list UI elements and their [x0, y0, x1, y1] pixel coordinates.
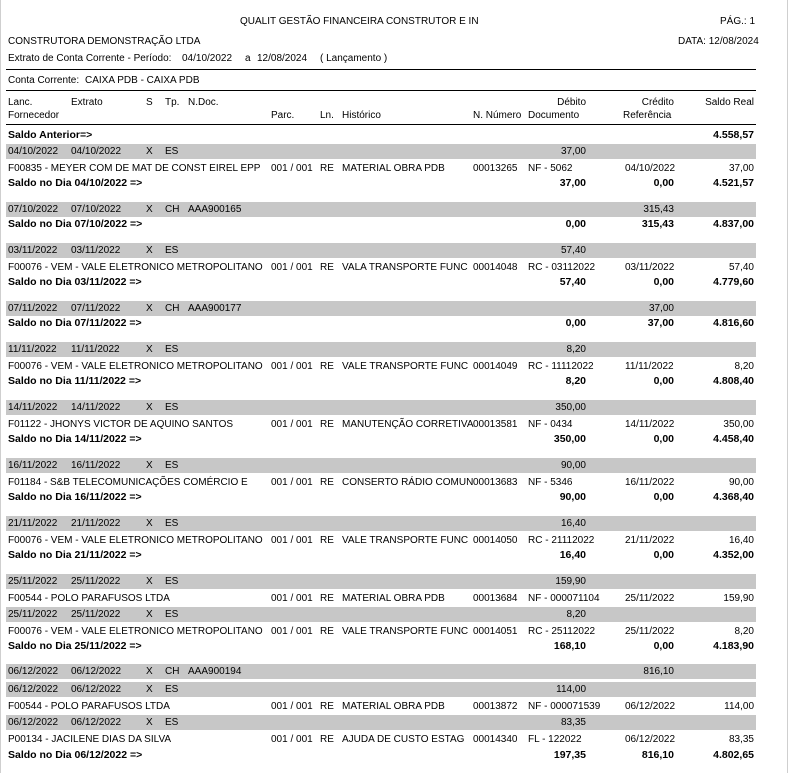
detail-historico: MATERIAL OBRA PDB — [342, 701, 445, 712]
detail-value: 90,00 — [728, 477, 754, 488]
detail-referencia: 11/11/2022 — [625, 361, 674, 372]
entry-lanc-date: 07/10/2022 — [8, 204, 59, 215]
entry-extrato-date: 25/11/2022 — [71, 576, 121, 587]
entry-credit: 37,00 — [648, 303, 674, 314]
daily-debit-total: 57,40 — [559, 276, 586, 288]
entry-credit: 816,10 — [643, 666, 674, 677]
entry-type: ES — [165, 402, 179, 413]
detail-n-numero: 00013581 — [473, 419, 518, 430]
entry-status: X — [146, 303, 153, 314]
entry-lanc-date: 04/10/2022 — [8, 146, 59, 157]
detail-historico: AJUDA DE CUSTO ESTAG — [342, 734, 465, 745]
col-n-numero: N. Número — [473, 110, 522, 121]
entry-extrato-date: 11/11/2022 — [71, 344, 120, 355]
detail-fornecedor: F01184 - S&B TELECOMUNICAÇÕES COMÉRCIO E — [8, 477, 248, 488]
entry-debit: 8,20 — [566, 344, 586, 355]
daily-balance: 4.808,40 — [713, 375, 754, 387]
detail-referencia: 06/12/2022 — [625, 734, 676, 745]
col-saldo-real: Saldo Real — [705, 97, 754, 108]
detail-fornecedor: F00076 - VEM - VALE ELETRONICO METROPOLITANO — [8, 535, 263, 546]
daily-balance: 4.779,60 — [713, 276, 754, 288]
company-header: QUALIT GESTÃO FINANCEIRA CONSTRUTOR E IN — [240, 16, 479, 27]
detail-documento: NF - 5346 — [528, 477, 573, 488]
entry-lanc-date: 03/11/2022 — [8, 245, 58, 256]
entry-debit: 159,90 — [555, 576, 586, 587]
detail-referencia: 14/11/2022 — [625, 419, 675, 430]
detail-ln: RE — [320, 163, 334, 174]
detail-fornecedor: F00544 - POLO PARAFUSOS LTDA — [8, 701, 170, 712]
company-name: CONSTRUTORA DEMONSTRAÇÃO LTDA — [8, 36, 201, 47]
entry-lanc-date: 11/11/2022 — [8, 344, 57, 355]
detail-documento: RC - 03112022 — [528, 262, 596, 273]
entry-status: X — [146, 344, 153, 355]
entry-debit: 16,40 — [560, 518, 586, 529]
entry-extrato-date: 03/11/2022 — [71, 245, 121, 256]
daily-credit-total: 0,00 — [653, 433, 674, 445]
entry-lanc-date: 06/12/2022 — [8, 684, 59, 695]
detail-fornecedor: F00076 - VEM - VALE ELETRONICO METROPOLITANO — [8, 361, 263, 372]
entry-debit: 8,20 — [566, 609, 586, 620]
detail-parcela: 001 / 001 — [271, 262, 313, 273]
detail-ln: RE — [320, 361, 334, 372]
daily-balance-label: Saldo no Dia 04/10/2022 => — [8, 177, 143, 189]
detail-parcela: 001 / 001 — [271, 361, 313, 372]
entry-type: ES — [165, 146, 179, 157]
detail-ln: RE — [320, 734, 334, 745]
entry-lanc-date: 14/11/2022 — [8, 402, 58, 413]
detail-referencia: 03/11/2022 — [625, 262, 675, 273]
detail-value: 159,90 — [723, 593, 754, 604]
detail-historico: VALE TRANSPORTE FUNC — [342, 535, 469, 546]
entry-status: X — [146, 460, 153, 471]
entry-debit: 37,00 — [560, 146, 586, 157]
period-start: 04/10/2022 — [182, 53, 233, 64]
daily-balance: 4.521,57 — [713, 177, 754, 189]
account-label: Conta Corrente: — [8, 75, 80, 86]
detail-documento: RC - 11112022 — [528, 361, 594, 372]
entry-status: X — [146, 245, 153, 256]
detail-referencia: 16/11/2022 — [625, 477, 675, 488]
entry-lanc-date: 06/12/2022 — [8, 666, 59, 677]
daily-balance-label: Saldo no Dia 21/11/2022 => — [8, 549, 142, 561]
detail-parcela: 001 / 001 — [271, 593, 313, 604]
detail-documento: RC - 25112022 — [528, 626, 596, 637]
daily-debit-total: 90,00 — [559, 491, 586, 503]
daily-credit-total: 0,00 — [653, 276, 674, 288]
detail-fornecedor: P00134 - JACILENE DIAS DA SILVA — [8, 734, 172, 745]
entry-debit: 90,00 — [560, 460, 586, 471]
detail-historico: VALE TRANSPORTE FUNC — [342, 361, 469, 372]
divider — [6, 124, 756, 125]
entry-doc-number: AAA900177 — [188, 303, 242, 314]
entry-lanc-date: 25/11/2022 — [8, 576, 58, 587]
detail-parcela: 001 / 001 — [271, 535, 313, 546]
daily-balance-label: Saldo no Dia 03/11/2022 => — [8, 276, 142, 288]
daily-credit-total: 0,00 — [653, 549, 674, 561]
detail-value: 8,20 — [734, 626, 754, 637]
daily-debit-total: 16,40 — [559, 549, 586, 561]
detail-parcela: 001 / 001 — [271, 163, 313, 174]
entry-type: ES — [165, 576, 179, 587]
col-referencia: Referência — [623, 110, 672, 121]
entry-type: CH — [165, 303, 180, 314]
daily-balance: 4.368,40 — [713, 491, 754, 503]
entry-lanc-date: 21/11/2022 — [8, 518, 58, 529]
entry-status: X — [146, 684, 153, 695]
entry-lanc-date: 16/11/2022 — [8, 460, 58, 471]
entry-type: ES — [165, 245, 179, 256]
detail-n-numero: 00013872 — [473, 701, 518, 712]
col-credito: Crédito — [641, 97, 674, 108]
daily-balance: 4.837,00 — [713, 218, 754, 230]
entry-status: X — [146, 518, 153, 529]
page-border-right — [787, 0, 788, 773]
detail-historico: MATERIAL OBRA PDB — [342, 593, 445, 604]
col-parc: Parc. — [271, 110, 295, 121]
daily-balance-label: Saldo no Dia 07/11/2022 => — [8, 317, 142, 329]
detail-value: 37,00 — [728, 163, 754, 174]
entry-type: ES — [165, 518, 179, 529]
detail-documento: FL - 122022 — [528, 734, 582, 745]
detail-n-numero: 00013684 — [473, 593, 518, 604]
col-ndoc: N.Doc. — [188, 97, 219, 108]
entry-debit: 114,00 — [556, 684, 586, 695]
daily-balance-label: Saldo no Dia 06/12/2022 => — [8, 749, 143, 761]
entry-lanc-date: 07/11/2022 — [8, 303, 58, 314]
daily-balance-label: Saldo no Dia 11/11/2022 => — [8, 375, 142, 387]
detail-n-numero: 00014340 — [473, 734, 518, 745]
entry-extrato-date: 25/11/2022 — [71, 609, 121, 620]
col-tp: Tp. — [165, 97, 180, 108]
divider — [6, 69, 756, 70]
daily-balance-label: Saldo no Dia 16/11/2022 => — [8, 491, 142, 503]
detail-n-numero: 00013265 — [473, 163, 518, 174]
daily-balance: 4.816,60 — [713, 317, 754, 329]
daily-debit-total: 350,00 — [553, 433, 586, 445]
detail-documento: NF - 0434 — [528, 419, 573, 430]
daily-balance: 4.802,65 — [713, 749, 754, 761]
entry-extrato-date: 07/11/2022 — [71, 303, 121, 314]
detail-value: 16,40 — [728, 535, 754, 546]
daily-credit-total: 37,00 — [647, 317, 674, 329]
daily-debit-total: 37,00 — [559, 177, 586, 189]
detail-parcela: 001 / 001 — [271, 477, 313, 488]
detail-n-numero: 00014049 — [473, 361, 518, 372]
detail-documento: RC - 21112022 — [528, 535, 595, 546]
entry-type: CH — [165, 204, 180, 215]
entry-extrato-date: 14/11/2022 — [71, 402, 121, 413]
period-label: Extrato de Conta Corrente - Período: — [8, 53, 172, 64]
detail-ln: RE — [320, 419, 334, 430]
page-border-left — [0, 0, 1, 773]
daily-balance: 4.458,40 — [713, 433, 754, 445]
entry-type: CH — [165, 666, 180, 677]
daily-balance-label: Saldo no Dia 25/11/2022 => — [8, 640, 142, 652]
daily-balance-label: Saldo no Dia 07/10/2022 => — [8, 218, 143, 230]
period-separator: a — [245, 53, 251, 64]
detail-ln: RE — [320, 701, 334, 712]
entry-doc-number: AAA900165 — [188, 204, 242, 215]
detail-fornecedor: F00544 - POLO PARAFUSOS LTDA — [8, 593, 170, 604]
detail-ln: RE — [320, 535, 334, 546]
col-historico: Histórico — [342, 110, 381, 121]
detail-documento: NF - 000071539 — [528, 701, 601, 712]
detail-ln: RE — [320, 477, 334, 488]
entry-status: X — [146, 402, 153, 413]
entry-credit: 315,43 — [643, 204, 674, 215]
detail-n-numero: 00014051 — [473, 626, 518, 637]
entry-status: X — [146, 666, 153, 677]
detail-value: 8,20 — [734, 361, 754, 372]
detail-referencia: 04/10/2022 — [625, 163, 676, 174]
detail-historico: VALA TRANSPORTE FUNC — [342, 262, 468, 273]
daily-balance: 4.352,00 — [713, 549, 754, 561]
entry-extrato-date: 06/12/2022 — [71, 684, 122, 695]
period-end: 12/08/2024 — [257, 53, 308, 64]
entry-status: X — [146, 717, 153, 728]
opening-balance-label: Saldo Anterior=> — [8, 129, 93, 141]
detail-n-numero: 00014050 — [473, 535, 518, 546]
daily-balance-label: Saldo no Dia 14/11/2022 => — [8, 433, 142, 445]
report-date: DATA: 12/08/2024 — [678, 36, 759, 47]
col-lanc: Lanc. — [8, 97, 33, 108]
entry-debit: 350,00 — [555, 402, 586, 413]
daily-debit-total: 168,10 — [553, 640, 586, 652]
entry-lanc-date: 06/12/2022 — [8, 717, 59, 728]
col-documento: Documento — [528, 110, 580, 121]
entry-type: ES — [165, 609, 179, 620]
detail-documento: NF - 000071104 — [528, 593, 600, 604]
detail-fornecedor: F00835 - MEYER COM DE MAT DE CONST EIREL EPP — [8, 163, 261, 174]
entry-doc-number: AAA900194 — [188, 666, 242, 677]
entry-status: X — [146, 609, 153, 620]
detail-parcela: 001 / 001 — [271, 734, 313, 745]
detail-fornecedor: F00076 - VEM - VALE ELETRONICO METROPOLITANO — [8, 262, 263, 273]
daily-credit-total: 0,00 — [653, 177, 674, 189]
daily-debit-total: 197,35 — [553, 749, 586, 761]
daily-debit-total: 8,20 — [565, 375, 586, 387]
daily-credit-total: 0,00 — [653, 640, 674, 652]
detail-referencia: 25/11/2022 — [625, 593, 675, 604]
daily-credit-total: 0,00 — [653, 375, 674, 387]
detail-parcela: 001 / 001 — [271, 626, 313, 637]
col-fornecedor: Fornecedor — [8, 110, 60, 121]
entry-type: ES — [165, 344, 179, 355]
opening-balance-value: 4.558,57 — [713, 129, 754, 141]
detail-referencia: 21/11/2022 — [625, 535, 675, 546]
detail-referencia: 06/12/2022 — [625, 701, 676, 712]
detail-historico: CONSERTO RÁDIO COMUN — [342, 477, 474, 488]
daily-credit-total: 315,43 — [641, 218, 674, 230]
entry-status: X — [146, 204, 153, 215]
entry-extrato-date: 21/11/2022 — [71, 518, 121, 529]
divider — [6, 90, 756, 91]
detail-ln: RE — [320, 262, 334, 273]
col-extrato: Extrato — [71, 97, 103, 108]
detail-ln: RE — [320, 593, 334, 604]
detail-n-numero: 00014048 — [473, 262, 518, 273]
detail-fornecedor: F01122 - JHONYS VICTOR DE AQUINO SANTOS — [8, 419, 234, 430]
entry-extrato-date: 06/12/2022 — [71, 717, 122, 728]
entry-type: ES — [165, 460, 179, 471]
detail-value: 350,00 — [723, 419, 754, 430]
daily-debit-total: 0,00 — [565, 317, 586, 329]
entry-debit: 83,35 — [560, 717, 586, 728]
entry-extrato-date: 06/12/2022 — [71, 666, 122, 677]
daily-credit-total: 0,00 — [653, 491, 674, 503]
entry-type: ES — [165, 684, 179, 695]
daily-balance: 4.183,90 — [713, 640, 754, 652]
detail-historico: MATERIAL OBRA PDB — [342, 163, 445, 174]
detail-documento: NF - 5062 — [528, 163, 573, 174]
page-number: PÁG.: 1 — [720, 16, 756, 27]
entry-extrato-date: 07/10/2022 — [71, 204, 122, 215]
account-value: CAIXA PDB - CAIXA PDB — [85, 75, 200, 86]
detail-referencia: 25/11/2022 — [625, 626, 675, 637]
detail-ln: RE — [320, 626, 334, 637]
detail-n-numero: 00013683 — [473, 477, 518, 488]
entry-extrato-date: 04/10/2022 — [71, 146, 122, 157]
col-s: S — [146, 97, 153, 108]
detail-value: 57,40 — [728, 262, 754, 273]
detail-fornecedor: F00076 - VEM - VALE ELETRONICO METROPOLITANO — [8, 626, 263, 637]
detail-parcela: 001 / 001 — [271, 419, 313, 430]
detail-historico: VALE TRANSPORTE FUNC — [342, 626, 469, 637]
entry-status: X — [146, 576, 153, 587]
col-debito: Débito — [557, 97, 586, 108]
daily-credit-total: 816,10 — [641, 749, 674, 761]
entry-extrato-date: 16/11/2022 — [71, 460, 121, 471]
entry-lanc-date: 25/11/2022 — [8, 609, 58, 620]
daily-debit-total: 0,00 — [565, 218, 586, 230]
period-mode: ( Lançamento ) — [320, 53, 388, 64]
detail-historico: MANUTENÇÃO CORRETIVA — [342, 419, 474, 430]
detail-parcela: 001 / 001 — [271, 701, 313, 712]
col-ln: Ln. — [320, 110, 334, 121]
entry-debit: 57,40 — [560, 245, 586, 256]
detail-value: 83,35 — [728, 734, 754, 745]
detail-value: 114,00 — [724, 701, 754, 712]
entry-type: ES — [165, 717, 179, 728]
entry-status: X — [146, 146, 153, 157]
